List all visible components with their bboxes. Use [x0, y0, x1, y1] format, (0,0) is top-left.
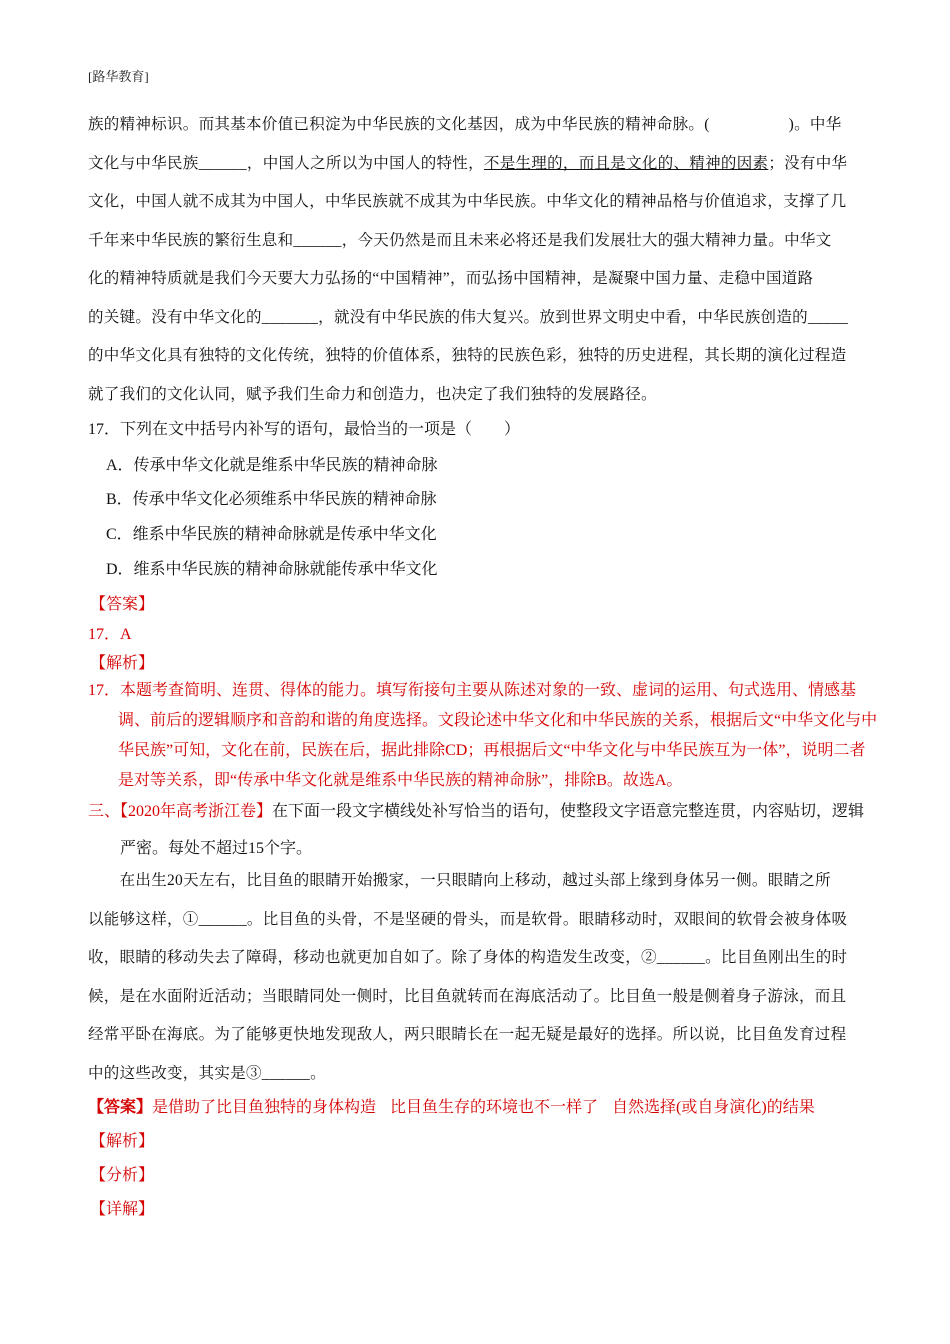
- answer-17: 17．A: [88, 626, 132, 643]
- passage-2-line: 以能够这样，①______。比目鱼的头骨，不是坚硬的骨头，而是软骨。眼睛移动时，双眼间的软骨会被身体吸: [88, 910, 848, 928]
- header-org: [路华教育]: [88, 69, 149, 84]
- passage-1-line: 的关键。没有中华文化的_______，就没有中华民族的伟大复兴。放到世界文明史中看，中华民族创造的_____: [88, 308, 849, 326]
- explanation-17: 17．本题考查简明、连贯、得体的能力。填写衔接句主要从陈述对象的一致、虚词的运用、句式选用、情感基调、前后的逻辑顺序和音韵和谐的角度选择。文段论述中华文化和中华民族的关系，根据后文“中华文化与中华民族”可知，文化在前，民族在后，据此排除CD；再根据后文“中华文化与中华民族互为一体”，说明二者是对等关系，即“传承中华文化就是维系中华民族的精神命脉”，排除B。故选A。: [88, 682, 878, 789]
- section-instruction: 在下面一段文字横线处补写恰当的语句，使整段文字语意完整连贯，内容贴切，逻辑严密。每处不超过15个字。: [120, 803, 865, 857]
- passage-1-line: 文化，中国人就不成其为中国人，中华民族就不成其为中华民族。中华文化的精神品格与价值追求，支撑了几: [88, 193, 847, 210]
- option-a: A．传承中华文化就是维系中华民族的精神命脉: [106, 457, 438, 474]
- passage-2-line: 候，是在水面附近活动；当眼睛同处一侧时，比目鱼就转而在海底活动了。比目鱼一般是侧着身子游泳，而且: [88, 987, 847, 1005]
- option-b: B．传承中华文化必须维系中华民族的精神命脉: [106, 491, 437, 508]
- passage-1-line: 文化与中华民族______，中国人之所以为中国人的特性，不是生理的，而且是文化的、精神的因素；没有中华: [88, 154, 848, 172]
- analysis-label: 【解析】: [90, 655, 155, 672]
- section-3-prompt: [88, 793, 878, 867]
- passage-1: [88, 106, 864, 414]
- section-prefix: 三、: [88, 803, 121, 820]
- answer-3: [88, 1094, 815, 1117]
- fenxi-label: 【分析】: [90, 1167, 155, 1184]
- answer-3-item-3: 自然选择(或自身演化)的结果: [612, 1099, 815, 1116]
- answer-3-label: 【答案】: [88, 1099, 153, 1116]
- passage-2: [88, 862, 864, 1093]
- answer-3-item-2: 比目鱼生存的环境也不一样了: [390, 1099, 599, 1116]
- question-17-stem: 17．下列在文中括号内补写的语句，最恰当的一项是（ ）: [88, 421, 521, 438]
- passage-1-line: 千年来中华民族的繁衍生息和______，今天仍然是而且未来必将还是我们发展壮大的强大精神力量。中华文: [88, 231, 832, 249]
- answer-3-item-1: 是借助了比目鱼独特的身体构造: [152, 1099, 377, 1116]
- passage-1-line: 的中华文化具有独特的文化传统，独特的价值体系，独特的民族色彩，独特的历史进程，其长期的演化过程造: [88, 347, 847, 364]
- passage-2-line: 经常平卧在海底。为了能够更快地发现敌人，两只眼睛长在一起无疑是最好的选择。所以说，比目鱼发育过程: [88, 1026, 847, 1043]
- passage-1-line: 就了我们的文化认同，赋予我们生命力和创造力，也决定了我们独特的发展路径。: [88, 385, 657, 403]
- option-d: D．维系中华民族的精神命脉就能传承中华文化: [106, 561, 438, 578]
- passage-2-line: 中的这些改变，其实是③______。: [88, 1064, 326, 1082]
- answer-label: 【答案】: [90, 596, 155, 613]
- option-c: C．维系中华民族的精神命脉就是传承中华文化: [106, 526, 437, 543]
- underlined-phrase: 不是生理的，而且是文化的、精神的因素: [483, 154, 769, 172]
- passage-2-line: 在出生20天左右，比目鱼的眼睛开始搬家，一只眼睛向上移动，越过头部上缘到身体另一侧。眼睛之所: [88, 872, 831, 889]
- passage-1-line: 化的精神特质就是我们今天要大力弘扬的“中国精神”，而弘扬中国精神，是凝聚中国力量、走稳中国道路: [88, 270, 814, 287]
- analysis-label-2: 【解析】: [90, 1133, 155, 1150]
- xiangjie-label: 【详解】: [90, 1201, 155, 1218]
- passage-1-line: 族的精神标识。而其基本价值已积淀为中华民族的文化基因，成为中华民族的精神命脉。( )。中华: [88, 116, 842, 133]
- section-source: 【2020年高考浙江卷】: [120, 803, 273, 820]
- passage-2-line: 收，眼睛的移动失去了障碍，移动也就更加自如了。除了身体的构造发生改变，②______。比目鱼刚出生的时: [88, 949, 848, 966]
